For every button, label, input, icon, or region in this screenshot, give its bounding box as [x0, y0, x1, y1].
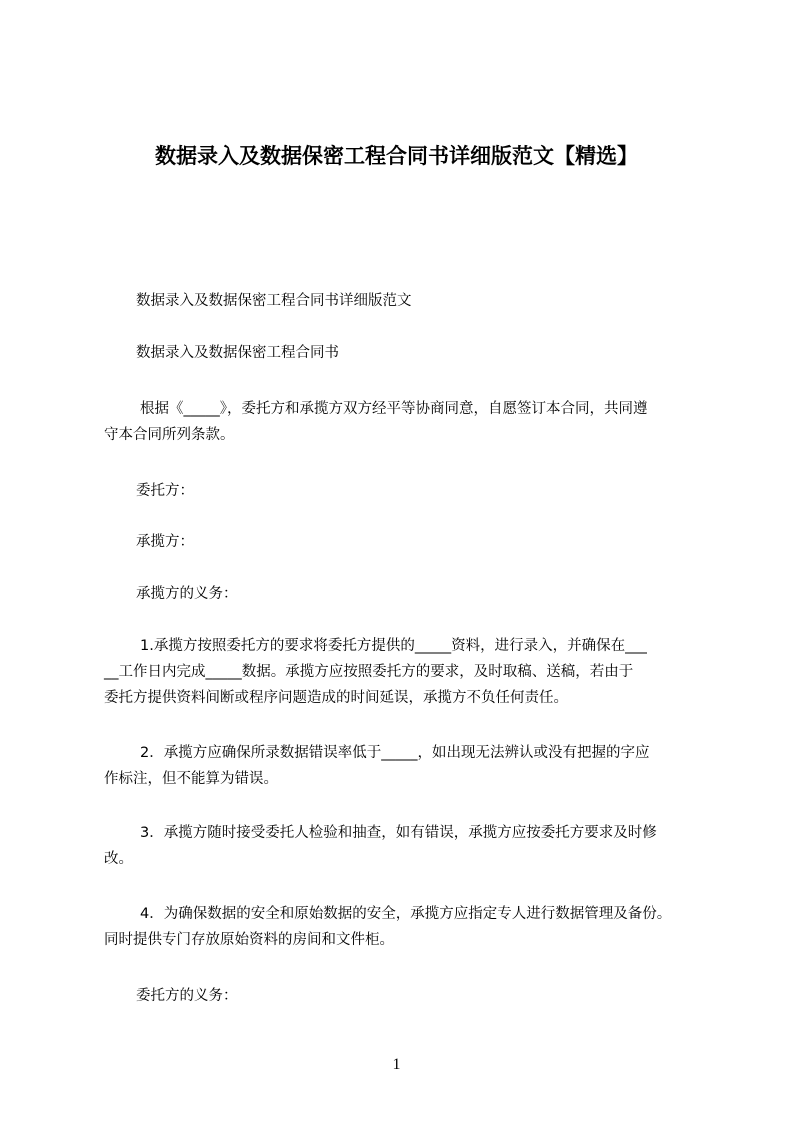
client-duties-heading: 委托方的义务： — [136, 988, 238, 1004]
clause-1-line-1: 1.承揽方按照委托方的要求将委托方提供的_____资料，进行录入，并确保在___ — [140, 638, 647, 654]
clause-3 — [104, 820, 724, 872]
intro-line-1: 根据《_____》，委托方和承揽方双方经平等协商同意，自愿签订本合同，共同遵 — [140, 401, 648, 417]
clause-3-line-1: 3．承揽方随时接受委托人检验和抽查，如有错误，承揽方应按委托方要求及时修 — [140, 825, 657, 841]
contract-name: 数据录入及数据保密工程合同书 — [136, 345, 339, 361]
contractor-label: 承揽方： — [136, 534, 194, 550]
contractor-duties-heading: 承揽方的义务： — [136, 586, 238, 602]
clause-3-line-2: 改。 — [104, 851, 133, 867]
clause-4 — [104, 901, 724, 953]
clause-1 — [104, 633, 724, 711]
clause-1-line-2: __工作日内完成_____数据。承揽方应按照委托方的要求，及时取稿、送稿，若由于 — [104, 664, 634, 680]
clause-2-line-2: 作标注，但不能算为错误。 — [104, 771, 278, 787]
clause-4-line-1: 4．为确保数据的安全和原始数据的安全，承揽方应指定专人进行数据管理及备份。 — [140, 906, 672, 922]
intro-paragraph — [104, 396, 724, 448]
client-label: 委托方： — [136, 483, 194, 499]
clause-1-line-3: 委托方提供资料间断或程序问题造成的时间延误，承揽方不负任何责任。 — [104, 690, 568, 706]
document-title: 数据录入及数据保密工程合同书详细版范文【精选】 — [155, 144, 638, 168]
intro-line-2: 守本合同所列条款。 — [104, 427, 235, 443]
clause-2 — [104, 740, 724, 792]
document-subtitle: 数据录入及数据保密工程合同书详细版范文 — [136, 293, 412, 309]
page-number: 1 — [392, 1056, 401, 1073]
clause-2-line-1: 2．承揽方应确保所录数据错误率低于_____，如出现无法辨认或没有把握的字应 — [140, 745, 650, 761]
clause-4-line-2: 同时提供专门存放原始资料的房间和文件柜。 — [104, 932, 394, 948]
